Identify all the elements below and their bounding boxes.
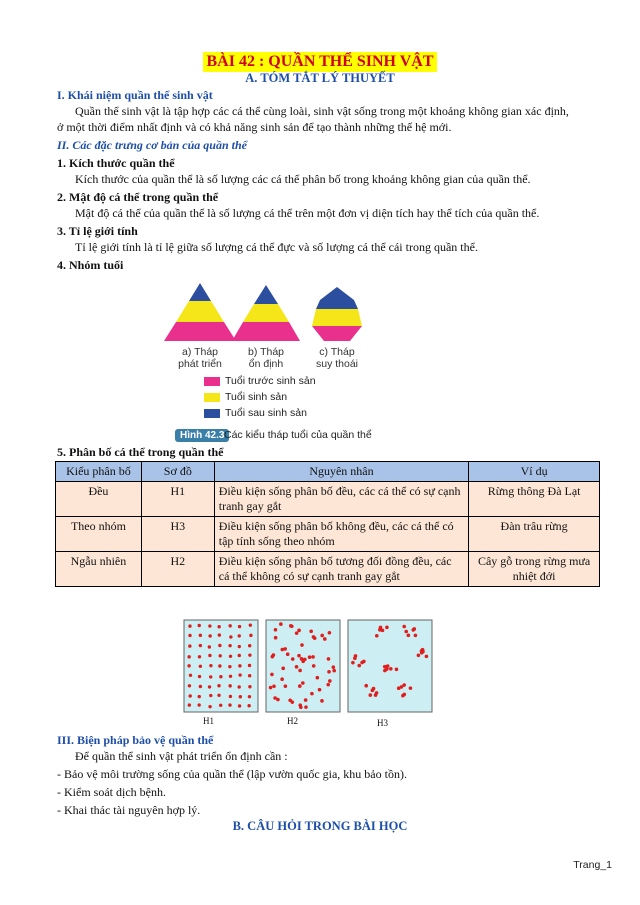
- individual-dot: [209, 664, 212, 667]
- individual-dot: [248, 674, 251, 677]
- diagram-label-h2: H2: [287, 716, 298, 726]
- individual-dot: [404, 630, 408, 634]
- individual-dot: [297, 654, 301, 658]
- individual-dot: [308, 655, 312, 659]
- individual-dot: [228, 644, 231, 647]
- individual-dot: [217, 694, 220, 697]
- individual-dot: [248, 653, 251, 656]
- cell-type: Đều: [56, 482, 142, 517]
- individual-dot: [198, 655, 201, 658]
- individual-dot: [238, 673, 241, 676]
- pyramid-label-a-line2: phát triển: [178, 358, 222, 370]
- individual-dot: [412, 627, 416, 631]
- individual-dot: [298, 684, 302, 688]
- individual-dot: [326, 683, 330, 687]
- individual-dot: [290, 625, 294, 629]
- individual-dot: [318, 688, 322, 692]
- section-3-intro: Để quần thể sinh vật phát triển ổn định cần :: [75, 749, 288, 763]
- size-text: Kích thước của quần thể là số lượng các cá thể phân bố trong khoảng không gian của quần thể.: [75, 172, 531, 186]
- individual-dot: [199, 644, 202, 647]
- legend-post-reproductive: Tuổi sau sinh sản: [225, 407, 307, 419]
- individual-dot: [360, 661, 364, 665]
- cell-type: Ngẫu nhiên: [56, 552, 142, 587]
- density-heading: 2. Mật độ cá thể trong quần thể: [57, 190, 219, 204]
- individual-dot: [401, 694, 405, 698]
- individual-dot: [301, 681, 305, 685]
- legend-reproductive: Tuổi sinh sản: [225, 391, 288, 403]
- individual-dot: [297, 629, 301, 633]
- individual-dot: [199, 685, 202, 688]
- individual-dot: [310, 692, 314, 696]
- individual-dot: [208, 705, 211, 708]
- individual-dot: [249, 623, 252, 626]
- sex-ratio-heading: 3. Tỉ lệ giới tính: [57, 224, 138, 238]
- individual-dot: [229, 655, 232, 658]
- individual-dot: [271, 655, 275, 659]
- individual-dot: [238, 645, 241, 648]
- individual-dot: [328, 679, 332, 683]
- individual-dot: [332, 665, 336, 669]
- individual-dot: [270, 673, 274, 677]
- individual-dot: [274, 628, 278, 632]
- individual-dot: [238, 664, 241, 667]
- individual-dot: [280, 677, 284, 681]
- individual-dot: [375, 634, 379, 638]
- individual-dot: [188, 624, 191, 627]
- individual-dot: [364, 684, 368, 688]
- individual-dot: [248, 644, 251, 647]
- individual-dot: [332, 669, 336, 673]
- individual-dot: [217, 625, 220, 628]
- individual-dot: [199, 634, 202, 637]
- individual-dot: [209, 694, 212, 697]
- section-3-item-1: - Bảo vệ môi trường sống của quần thể (lập vườn quốc gia, khu bảo tồn).: [57, 767, 407, 781]
- individual-dot: [281, 667, 285, 671]
- individual-dot: [187, 664, 190, 667]
- individual-dot: [397, 686, 401, 690]
- individual-dot: [286, 652, 290, 656]
- individual-dot: [218, 664, 221, 667]
- individual-dot: [276, 698, 280, 702]
- individual-dot: [301, 659, 305, 663]
- size-heading: 1. Kích thước quần thể: [57, 156, 175, 170]
- individual-dot: [208, 685, 211, 688]
- individual-dot: [409, 686, 413, 690]
- individual-dot: [208, 654, 211, 657]
- individual-dot: [309, 629, 313, 633]
- section-1-heading: I. Khái niệm quần thể sinh vật: [57, 88, 213, 102]
- section-2-heading: II. Các đặc trưng cơ bản của quần thể: [57, 138, 247, 152]
- individual-dot: [272, 684, 276, 688]
- page-number: Trang_1: [573, 859, 612, 871]
- individual-dot: [320, 634, 324, 638]
- individual-dot: [209, 675, 212, 678]
- pyramid-label-b-line1: b) Tháp: [248, 346, 284, 358]
- individual-dot: [238, 625, 241, 628]
- individual-dot: [239, 695, 242, 698]
- individual-dot: [327, 670, 331, 674]
- individual-dot: [248, 664, 251, 667]
- cell-cause: Điều kiện sống phân bố không đều, các cá thể có tập tính sống theo nhóm: [214, 517, 468, 552]
- individual-dot: [417, 653, 421, 657]
- individual-dot: [291, 657, 295, 661]
- legend-pre-reproductive: Tuổi trước sinh sản: [225, 375, 316, 387]
- header-example: Ví dụ: [469, 462, 600, 482]
- diagram-label-h3: H3: [377, 718, 388, 728]
- individual-dot: [425, 655, 429, 659]
- individual-dot: [402, 625, 406, 629]
- cell-example: Rừng thông Đà Lạt: [469, 482, 600, 517]
- individual-dot: [354, 654, 358, 658]
- individual-dot: [313, 636, 317, 640]
- individual-dot: [188, 694, 191, 697]
- section-b-heading: B. CÂU HỎI TRONG BÀI HỌC: [232, 819, 408, 833]
- cell-cause: Điều kiện sống phân bố tương đối đồng đều, các cá thể không có sự cạnh tranh gay gắt: [214, 552, 468, 587]
- individual-dot: [189, 674, 192, 677]
- individual-dot: [208, 645, 211, 648]
- individual-dot: [320, 699, 324, 703]
- pyramid-label-c-line2: suy thoái: [315, 358, 359, 370]
- individual-dot: [383, 669, 387, 673]
- individual-dot: [312, 664, 316, 668]
- individual-dot: [368, 693, 372, 697]
- individual-dot: [197, 703, 200, 706]
- figure-caption: Các kiểu tháp tuổi của quần thể: [224, 429, 372, 441]
- individual-dot: [421, 650, 425, 654]
- individual-dot: [248, 685, 251, 688]
- header-cause: Nguyên nhân: [214, 462, 468, 482]
- individual-dot: [198, 624, 201, 627]
- individual-dot: [304, 705, 308, 709]
- individual-dot: [280, 648, 284, 652]
- individual-dot: [248, 695, 251, 698]
- individual-dot: [288, 698, 292, 702]
- pyramid-label-a-line1: a) Tháp: [182, 346, 218, 358]
- sex-ratio-text: Tỉ lệ giới tính là tỉ lệ giữa số lượng cá thể đực và số lượng cá thể cái trong quần thể.: [75, 240, 478, 254]
- distribution-heading: 5. Phân bố cá thể trong quần thể: [57, 445, 224, 459]
- individual-dot: [374, 693, 378, 697]
- individual-dot: [311, 655, 315, 659]
- individual-dot: [328, 631, 332, 635]
- individual-dot: [219, 704, 222, 707]
- individual-dot: [238, 704, 241, 707]
- individual-dot: [188, 634, 191, 637]
- section-3-item-3: - Khai thác tài nguyên hợp lý.: [57, 803, 201, 817]
- cell-diagram: H1: [141, 482, 214, 517]
- cell-cause: Điều kiện sống phân bố đều, các cá thể có sự cạnh tranh gay gắt: [214, 482, 468, 517]
- individual-dot: [228, 624, 231, 627]
- individual-dot: [238, 634, 241, 637]
- cell-type: Theo nhóm: [56, 517, 142, 552]
- individual-dot: [298, 669, 302, 673]
- individual-dot: [198, 675, 201, 678]
- individual-dot: [316, 676, 320, 680]
- individual-dot: [323, 637, 327, 641]
- pyramid-label-c-line1: c) Tháp: [319, 346, 355, 358]
- individual-dot: [199, 665, 202, 668]
- individual-dot: [389, 667, 393, 671]
- individual-dot: [299, 705, 303, 709]
- cell-diagram: H3: [141, 517, 214, 552]
- individual-dot: [208, 634, 211, 637]
- cell-example: Đàn trâu rừng: [469, 517, 600, 552]
- individual-dot: [378, 628, 382, 632]
- individual-dot: [188, 703, 191, 706]
- section-1-line-1: Quần thể sinh vật là tập hợp các cá thể cùng loài, sinh vật sống trong một khoảng không gian xác định,: [75, 104, 569, 118]
- individual-dot: [357, 664, 361, 668]
- individual-dot: [228, 665, 231, 668]
- individual-dot: [237, 685, 240, 688]
- individual-dot: [228, 684, 231, 687]
- individual-dot: [279, 622, 283, 626]
- individual-dot: [229, 695, 232, 698]
- individual-dot: [351, 661, 355, 665]
- section-1-line-2: ở một thời điểm nhất định và có khả năng sinh sản để tạo thành những thế hệ mới.: [57, 120, 452, 134]
- header-diagram: Sơ đồ: [141, 462, 214, 482]
- individual-dot: [274, 636, 278, 640]
- individual-dot: [395, 668, 399, 672]
- individual-dot: [229, 675, 232, 678]
- density-text: Mật độ cá thể của quần thể là số lượng cá thể trên một đơn vị diện tích hay thể tích của quần thể.: [75, 206, 540, 220]
- section-3-heading: III. Biện pháp bảo vệ quần thể: [57, 733, 214, 747]
- individual-dot: [414, 634, 418, 638]
- individual-dot: [218, 644, 221, 647]
- individual-dot: [295, 665, 299, 669]
- individual-dot: [219, 654, 222, 657]
- individual-dot: [247, 704, 250, 707]
- individual-dot: [238, 654, 241, 657]
- individual-dot: [327, 657, 331, 661]
- cell-diagram: H2: [141, 552, 214, 587]
- individual-dot: [217, 684, 220, 687]
- individual-dot: [385, 626, 389, 630]
- header-type: Kiểu phân bố: [56, 462, 142, 482]
- individual-dot: [198, 695, 201, 698]
- pyramid-label-b-line2: ổn định: [248, 358, 284, 370]
- section-3-item-2: - Kiểm soát dịch bệnh.: [57, 785, 166, 799]
- page-title: BÀI 42 : QUẦN THỂ SINH VẬT: [203, 52, 436, 72]
- individual-dot: [284, 684, 288, 688]
- individual-dot: [188, 684, 191, 687]
- individual-dot: [218, 633, 221, 636]
- individual-dot: [295, 631, 299, 635]
- section-a-heading: A. TÓM TẮT LÝ THUYẾT: [245, 71, 395, 85]
- individual-dot: [187, 655, 190, 658]
- individual-dot: [383, 665, 387, 669]
- individual-dot: [304, 698, 308, 702]
- individual-dot: [188, 644, 191, 647]
- individual-dot: [219, 675, 222, 678]
- individual-dot: [372, 687, 376, 691]
- cell-example: Cây gỗ trong rừng mưa nhiệt đới: [469, 552, 600, 587]
- age-group-heading: 4. Nhóm tuổi: [57, 258, 124, 272]
- individual-dot: [300, 643, 304, 647]
- individual-dot: [208, 624, 211, 627]
- figure-badge: Hình 42.3: [175, 429, 229, 442]
- individual-dot: [229, 635, 232, 638]
- individual-dot: [269, 686, 273, 690]
- individual-dot: [249, 634, 252, 637]
- diagram-label-h1: H1: [203, 716, 214, 726]
- individual-dot: [228, 703, 231, 706]
- individual-dot: [407, 634, 411, 638]
